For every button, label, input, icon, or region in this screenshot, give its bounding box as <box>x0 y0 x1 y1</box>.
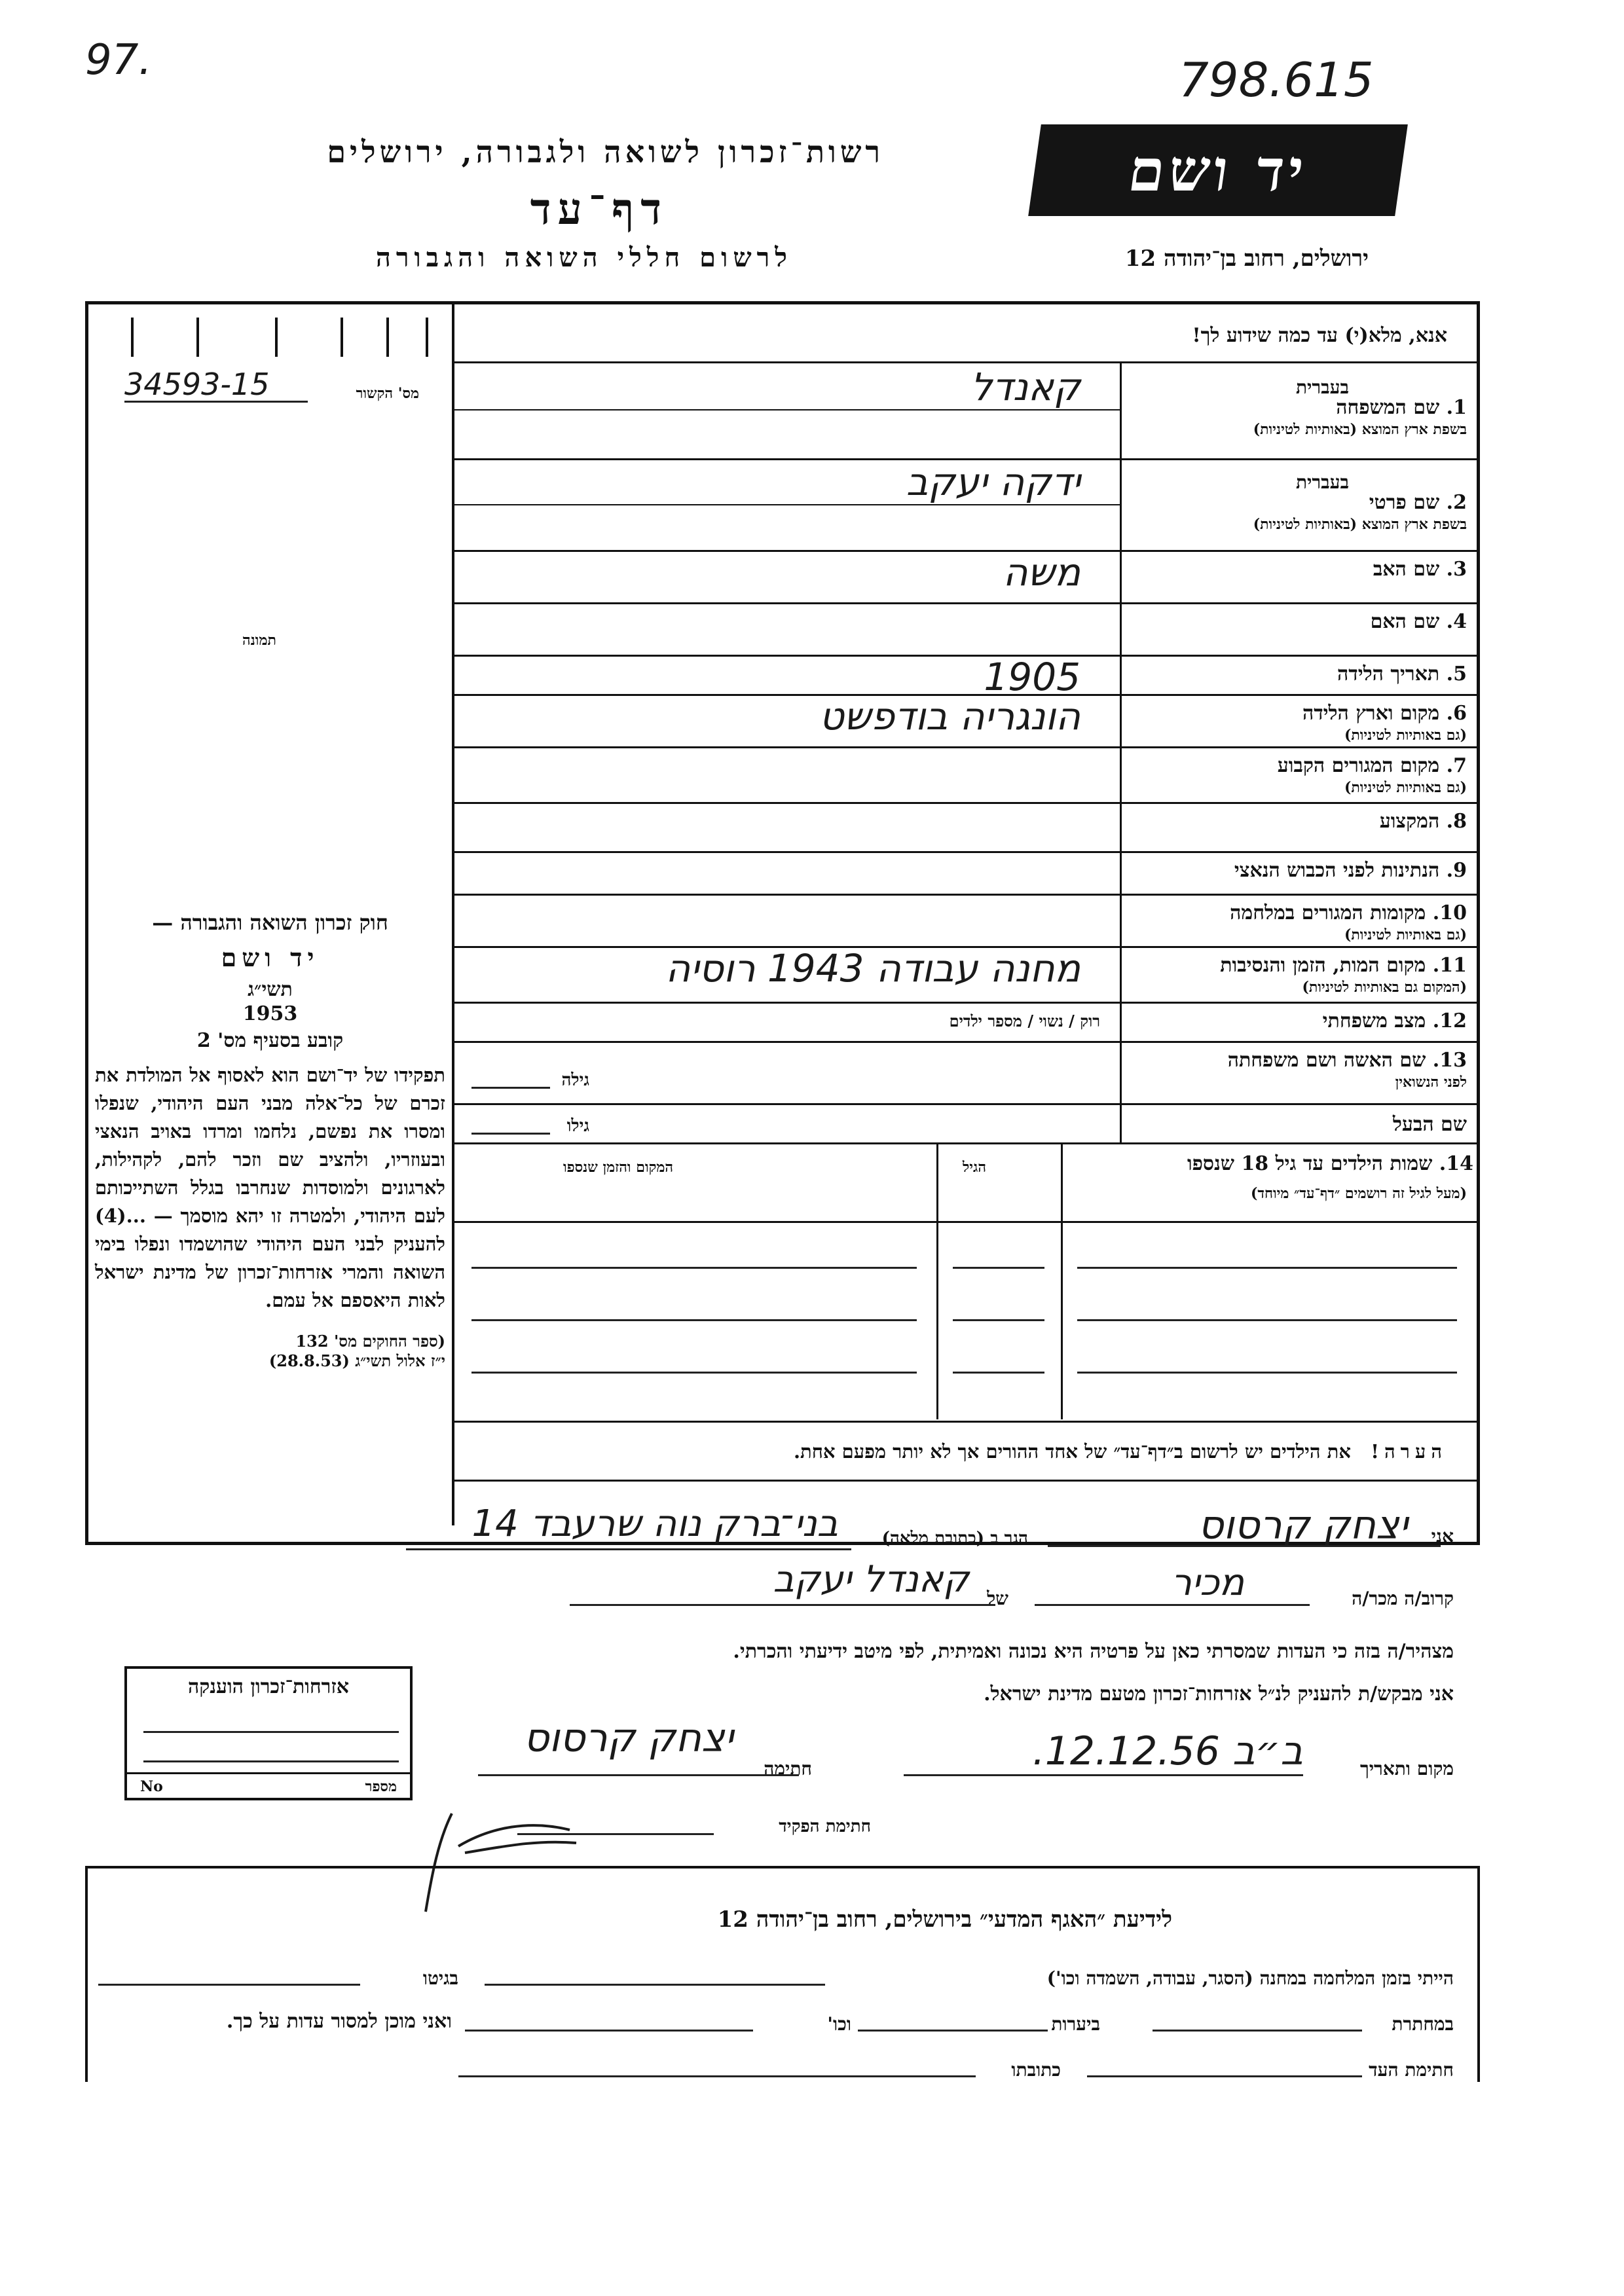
footer-camp-label: הייתי בזמן המלחמה במחנה (הסגר, עבודה, השמדה וכו') <box>1046 1967 1454 1989</box>
field-label: 2. שם פרטי <box>1369 491 1467 514</box>
field-label: 10. מקומות המגורים במלחמה <box>1230 902 1467 924</box>
yad-vashem-logo <box>1028 124 1408 216</box>
field-label: 1. שם המשפחה <box>1336 396 1467 419</box>
field-value: מחנה עבודה 1943 רוסיה <box>665 946 1080 991</box>
in-hebrew-label: בעברית <box>1295 376 1349 398</box>
declarant-address: בני־ברק נוה שרעבד 14 <box>471 1503 838 1545</box>
witness-address-label: כתובתו <box>1011 2059 1061 2081</box>
file-number-value: 34593-15 <box>124 367 270 402</box>
barcode-marks <box>124 311 445 363</box>
of-value: קאנדל יעקב <box>773 1558 969 1601</box>
declarant-name: יצחק קרסוס <box>1198 1503 1408 1548</box>
field-value: ידקה יעקב <box>906 460 1080 504</box>
note <box>794 1440 1447 1463</box>
law-year-heb: תשי״ג <box>248 978 293 1001</box>
children-label: 14. שמות הילדים עד גיל 18 שנספו <box>1187 1152 1473 1175</box>
field-label: 8. המקצוע <box>1379 810 1467 833</box>
footer-forests-label: ביערות <box>1051 2013 1100 2035</box>
field-note: (גם באותיות לטיניות) <box>1344 926 1467 943</box>
footer-ready-text: ואני מוכן למסור עדות על כך. <box>226 2010 452 2033</box>
i-label: אני <box>1431 1525 1454 1547</box>
record-number: 798.615 <box>1179 52 1374 107</box>
field-value: משה <box>1003 550 1080 594</box>
age-column-header: הגיל <box>963 1159 986 1176</box>
law-ref-date: י״ז אלול תשי״ג (28.8.53) <box>268 1351 445 1370</box>
field-label: 13. שם האשה ושם משפחתה <box>1227 1049 1467 1072</box>
box-number-label: מספר <box>365 1778 397 1795</box>
law-title: חוק זכרון השואה והגבורה — <box>152 910 388 935</box>
field-note: (המקום גם באותיות לטיניות) <box>1302 979 1467 996</box>
archive-number: 97. <box>85 36 152 84</box>
footer-etc-label: וכו' <box>827 2013 851 2035</box>
of-label: של <box>987 1588 1008 1609</box>
field-label: 6. מקום וארץ הלידה <box>1302 702 1467 725</box>
field-value: הונגריה בודפשט <box>819 694 1080 738</box>
address-label: הגר ב (כתובת מלאה) <box>881 1529 1028 1548</box>
photo-label: תמונה <box>242 632 276 649</box>
relative-label: קרוב/ה מכר/ה <box>1352 1588 1454 1609</box>
file-number-label: מס' הקשור <box>356 385 419 402</box>
footer-ghetto-label: בגיטו <box>422 1967 458 1989</box>
wife-age-label: גילה <box>561 1070 589 1090</box>
field-value: 1905 <box>984 655 1080 699</box>
law-text: תפקידו של יד־ושם הוא לאסוף אל המולדת את זכרם של כל־אלה מבני העם היהודי, שנפלו ומסרו את נפשם, נלחמו ומרדו באויב הנאצי ובעוזריו, ולהציב שם וזכר להם, לקהילות, לארגונים ולמוסדות שנחרבו בגלל השתייכותם לעם היהודי, ולמטרה זו יהא מוסמך — ...(4) להעניק לבני העם היהודי שהושמדו ונפלו בימי השואה והמרי אזרחות־זכרון של מדינת ישראל לאות היאספם אל עמם. <box>95 1064 445 1311</box>
institution-name: רשות־זכרון לשואה ולגבורה, ירושלים <box>327 134 884 170</box>
note-label: הערה! <box>1371 1440 1447 1463</box>
field-note: בשפת ארץ המוצא (באותיות לטיניות) <box>1253 421 1467 438</box>
law-title-yv: יד ושם <box>221 943 320 972</box>
place-date-value: ב״ב 12.12.56. <box>1032 1728 1303 1774</box>
clerk-signature-label: חתימת הפקיד <box>779 1817 871 1836</box>
citizenship-box-title: אזרחות־זכרון הוענקה <box>187 1675 350 1698</box>
place-date-label: מקום ותאריך <box>1359 1758 1454 1779</box>
statement-truth: מצהיר/ה בזה כי העדות שמסרתי כאן על פרטיה היא נכונה ואמיתית, לפי מיטב ידיעתי והכרתי. <box>733 1640 1454 1663</box>
in-hebrew-label: בעברית <box>1295 471 1349 493</box>
field-note: (גם באותיות לטיניות) <box>1344 727 1467 744</box>
field-label: 11. מקום המות, הזמן והנסיבות <box>1220 954 1467 977</box>
statement-request: אני מבקש/ת להעניק לנ״ל אזרחות־זכרון מטעם מדינת ישראל. <box>984 1683 1454 1705</box>
box-number-abbr: No <box>140 1778 163 1795</box>
logo-text: יד ושם <box>1124 136 1312 204</box>
law-year: 1953 <box>242 1002 298 1025</box>
citizenship-box <box>124 1666 413 1800</box>
husband-label: שם הבעל <box>1392 1113 1467 1136</box>
form-subtitle: לרשום חללי השואה והגבורה <box>375 242 792 273</box>
husband-age-label: גילו <box>566 1116 589 1136</box>
field-note: (גם באותיות לטיניות) <box>1344 779 1467 796</box>
address: ירושלים, רחוב בן־יהודה 12 <box>1124 246 1369 272</box>
field-note: בשפת ארץ המוצא (באותיות לטיניות) <box>1253 516 1467 533</box>
field-value: קאנדל <box>970 365 1080 409</box>
law-sidebar <box>95 910 445 1371</box>
law-ref: (ספר החוקים מס' 132 <box>295 1332 445 1351</box>
relation-value: מכיר <box>1171 1561 1244 1604</box>
field-label: 5. תאריך הלידה <box>1337 663 1467 685</box>
place-column-header: המקום והזמן שנספו <box>563 1159 674 1176</box>
children-note: (מעל לגיל זה רושמים ״דף־עד״ מיוחד) <box>1250 1185 1467 1202</box>
law-clause: קובע בסעיף מס' 2 <box>196 1029 344 1052</box>
signature-label: חתימה <box>764 1758 812 1779</box>
instruction-text: אנא, מלא(י) עד כמה שידוע לך! <box>1192 324 1447 347</box>
signature-value: יצחק קרסוס <box>523 1715 733 1761</box>
marital-options: רוק / נשוי / מספר ילדים <box>949 1011 1100 1030</box>
witness-signature-label: חתימת העד <box>1369 2059 1454 2081</box>
field-note: לפני הנשואין <box>1395 1074 1467 1091</box>
field-label: 3. שם האב <box>1373 558 1467 581</box>
field-label: 9. הנתינות לפני הכבוש הנאצי <box>1234 859 1467 882</box>
clerk-signature-scribble <box>399 1768 596 1918</box>
field-label: 4. שם האם <box>1370 610 1467 633</box>
note-text: את הילדים יש לרשום ב״דף־עד״ של אחד ההורים אך לא יותר מפעם אחת. <box>793 1440 1351 1463</box>
form-title: דף־עד <box>530 183 668 234</box>
field-label: 7. מקום המגורים הקבוע <box>1277 754 1467 777</box>
footer-underground-label: במחתרת <box>1392 2013 1454 2035</box>
field-label: 12. מצב משפחתי <box>1322 1010 1467 1032</box>
footer-title: לידיעת ״האגף המדעי״ בירושלים, רחוב בן־יהודה 12 <box>717 1906 1172 1933</box>
